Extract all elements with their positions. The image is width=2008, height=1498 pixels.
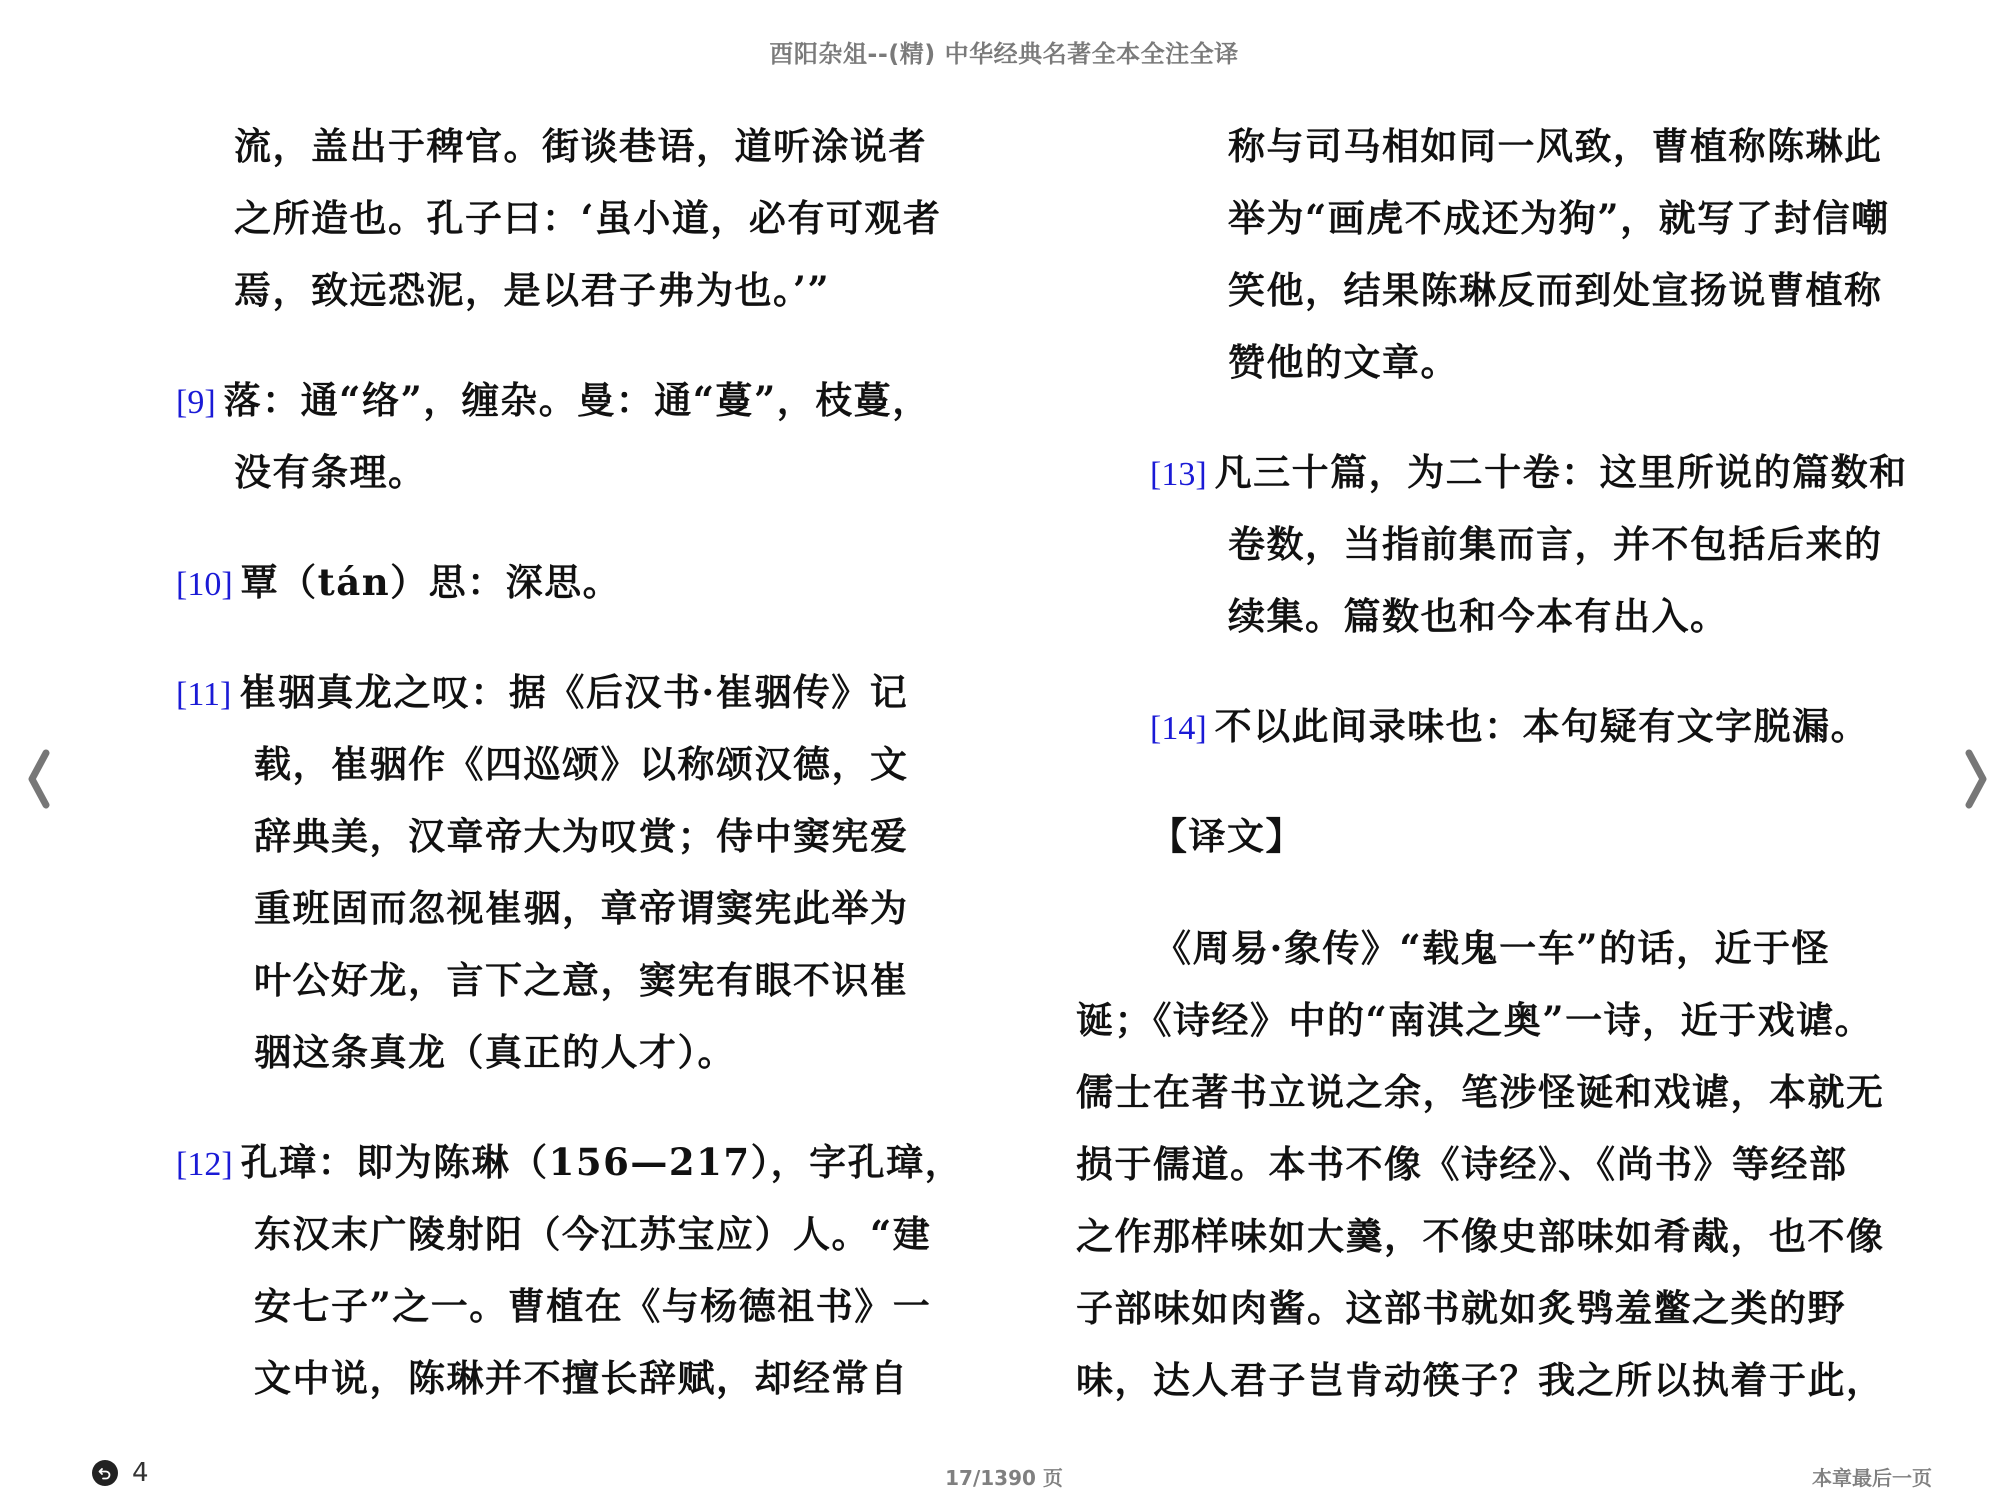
text-line: 子部味如肉酱。这部书就如炙鸮羞鳖之类的野	[1076, 1286, 1846, 1330]
text-line: 焉，致远恐泥，是以君子弗为也。’”	[234, 268, 831, 312]
text-line: 叶公好龙，言下之意，窦宪有眼不识崔	[254, 958, 909, 1002]
note-text: 落：通“络”，缠杂。曼：通“蔓”，枝蔓，	[223, 378, 931, 422]
continued-note	[1076, 110, 1926, 398]
text-line: 续集。篇数也和今本有出入。	[1228, 594, 1729, 638]
note-ref-link[interactable]: [12]	[176, 1146, 233, 1183]
footnote-9	[176, 364, 946, 508]
translation-paragraph	[1076, 912, 1926, 1416]
text-line: 骃这条真龙（真正的人才）。	[254, 1030, 736, 1074]
note-ref-link[interactable]: [9]	[176, 384, 216, 421]
page-indicator: 17/1390 页	[945, 1466, 1063, 1490]
note-text: 覃（tán）思：深思。	[240, 560, 622, 604]
text-line: 文中说，陈琳并不擅长辞赋，却经常自	[254, 1356, 909, 1400]
footnote-10	[176, 546, 946, 618]
text-line: 之作那样味如大羹，不像史部味如肴胾，也不像	[1076, 1214, 1885, 1258]
text-line: 卷数，当指前集而言，并不包括后来的	[1228, 522, 1883, 566]
right-page	[1076, 110, 1926, 1416]
text-line: 东汉末广陵射阳（今江苏宝应）人。“建	[254, 1212, 932, 1256]
book-title: 酉阳杂俎--(精) 中华经典名著全本全注全译	[769, 40, 1239, 68]
text-line: 安七子”之一。曹植在《与杨德祖书》一	[254, 1284, 932, 1328]
text-line: 称与司马相如同一风致，曹植称陈琳此	[1228, 124, 1883, 168]
note-ref-link[interactable]: [10]	[176, 566, 233, 603]
note-ref-link[interactable]: [13]	[1150, 456, 1207, 493]
text-line: 辞典美，汉章帝大为叹赏；侍中窦宪爱	[254, 814, 909, 858]
note-text: 不以此间录味也：本句疑有文字脱漏。	[1214, 704, 1870, 748]
text-line: 儒士在著书立说之余，笔涉怪诞和戏谑，本就无	[1076, 1070, 1885, 1114]
text-line: 没有条理。	[234, 450, 427, 494]
note-ref-link[interactable]: [14]	[1150, 710, 1207, 747]
footnote-12	[176, 1126, 964, 1414]
text-line: 之所造也。孔子曰：‘虽小道，必有可观者	[234, 196, 942, 240]
left-page	[176, 110, 964, 1452]
continued-note	[176, 110, 946, 326]
chevron-right-icon	[1955, 735, 1995, 815]
note-text: 孔璋：即为陈琳（156—217），字孔璋，	[240, 1140, 964, 1184]
text-line: 味，达人君子岂肯动筷子？我之所以执着于此，	[1076, 1358, 1885, 1402]
text-line: 流，盖出于稗官。街谈巷语，道听涂说者	[234, 124, 927, 168]
text-line: 赞他的文章。	[1228, 340, 1459, 384]
note-text: 崔骃真龙之叹：据《后汉书·崔骃传》记	[239, 670, 909, 714]
text-line: 《周易·象传》“载鬼一车”的话，近于怪	[1154, 926, 1830, 970]
prev-page-button[interactable]	[20, 735, 60, 815]
footnote-11	[176, 656, 946, 1088]
text-line: 笑他，结果陈琳反而到处宣扬说曹植称	[1228, 268, 1883, 312]
chevron-left-icon	[20, 735, 60, 815]
note-text: 凡三十篇，为二十卷：这里所说的篇数和	[1214, 450, 1908, 494]
back-count: 4	[132, 1458, 149, 1488]
text-line: 损于儒道。本书不像《诗经》、《尚书》等经部	[1076, 1142, 1848, 1186]
footnote-14	[1076, 690, 1926, 762]
text-line: 诞；《诗经》中的“南淇之奥”一诗，近于戏谑。	[1076, 998, 1874, 1042]
text-line: 载，崔骃作《四巡颂》以称颂汉德，文	[254, 742, 909, 786]
next-page-button[interactable]	[1955, 735, 1995, 815]
chapter-status: 本章最后一页	[1812, 1466, 1932, 1490]
footnote-13	[1076, 436, 1926, 652]
text-line: 举为“画虎不成还为狗”，就写了封信嘲	[1228, 196, 1890, 240]
note-ref-link[interactable]: [11]	[176, 676, 232, 713]
text-line: 重班固而忽视崔骃，章帝谓窦宪此举为	[254, 886, 909, 930]
section-heading: 【译文】	[1150, 814, 1304, 858]
